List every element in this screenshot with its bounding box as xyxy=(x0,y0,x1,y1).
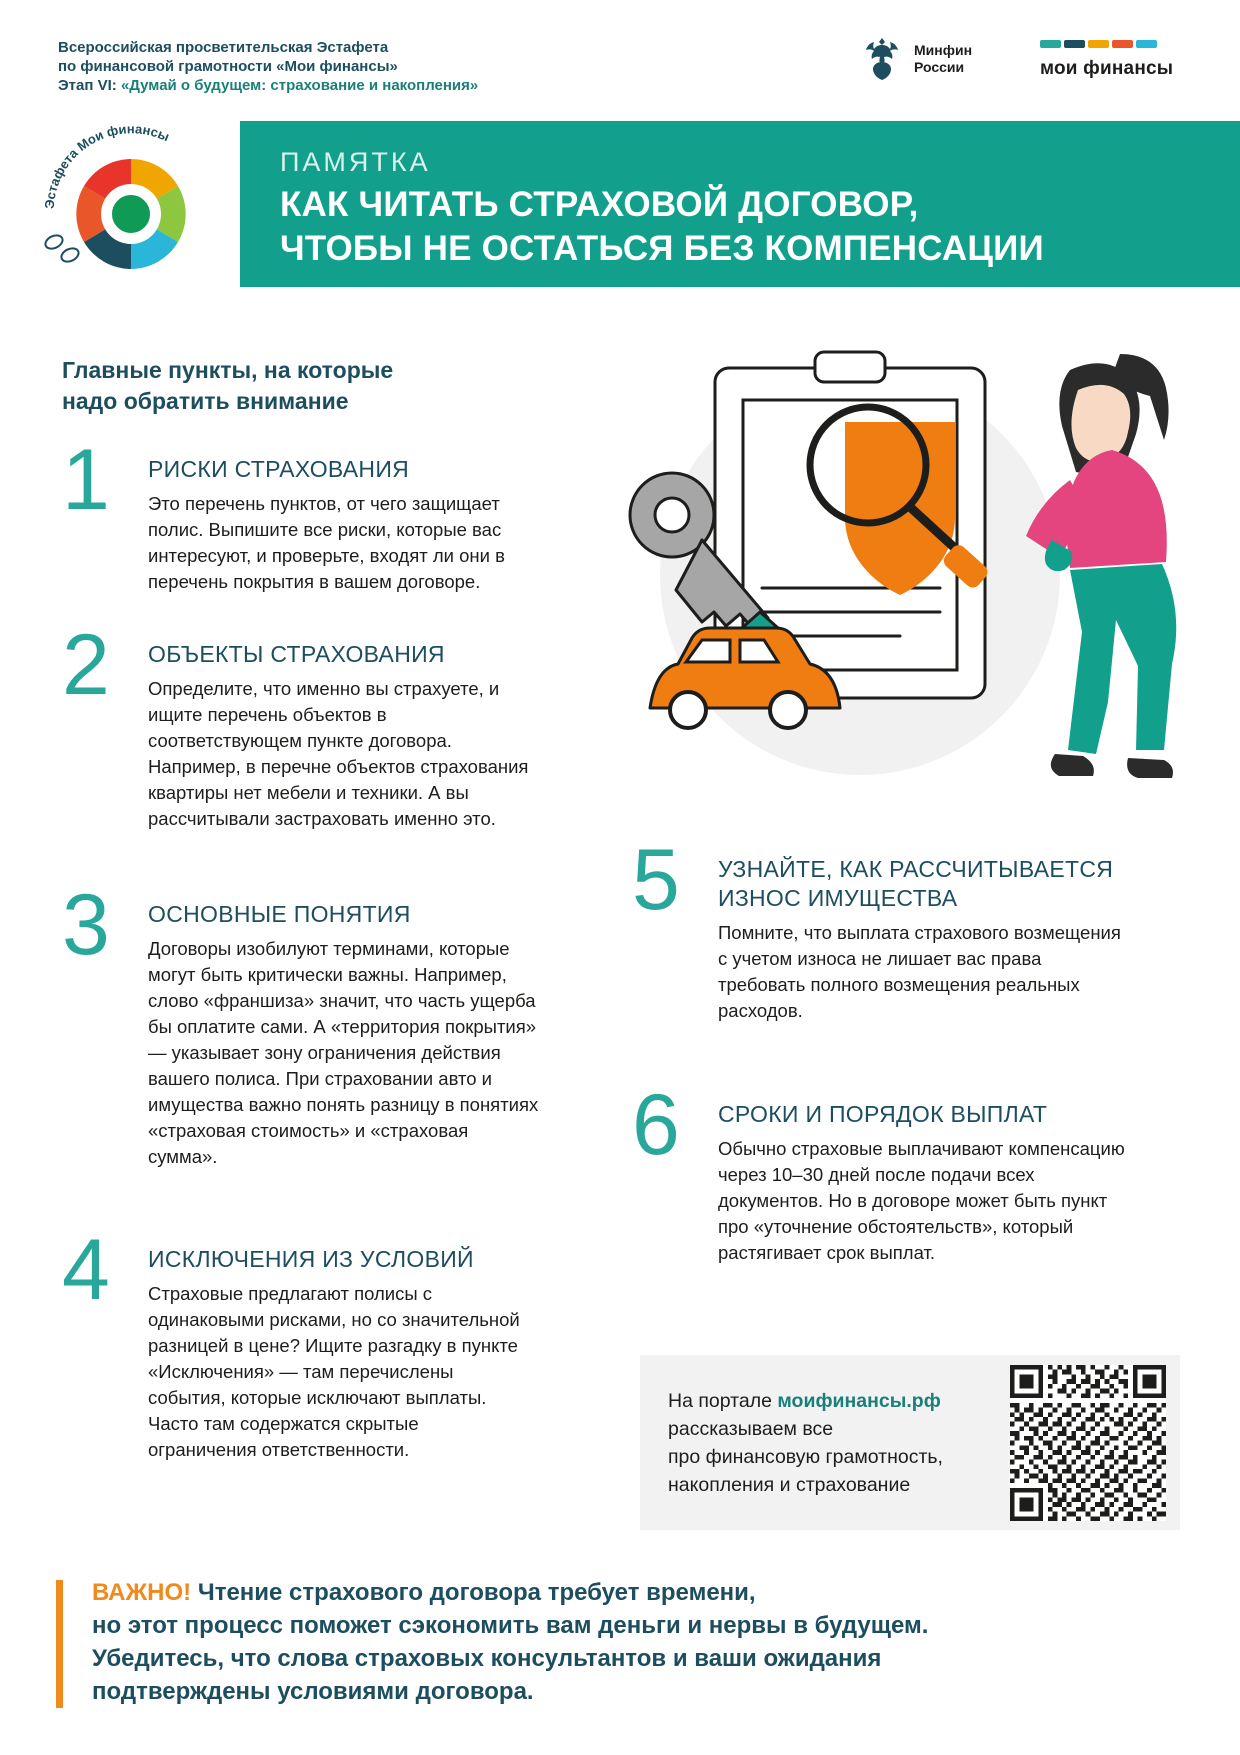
item-body: Договоры изобилуют терминами, которые могут быть критически важны. Например, слово «франшиза» значит, что часть ущерба бы оплатите сами. А «территория покрытия» — указывает зону ограничения действия вашего полиса. При страховании авто и имущества важно понять разницу в понятиях «страховая стоимость» и «страховая сумма». xyxy=(148,938,539,1167)
item-heading: РИСКИ СТРАХОВАНИЯ xyxy=(148,456,410,482)
item-heading: СРОКИ И ПОРЯДОК ВЫПЛАТ xyxy=(718,1101,1048,1127)
item-heading: ИСКЛЮЧЕНИЯ ИЗ УСЛОВИЙ xyxy=(148,1246,474,1272)
estafeta-stage-name: «Думай о будущем: страхование и накопления» xyxy=(120,77,479,94)
footer-line-2: но этот процесс поможет сэкономить вам деньги и нервы в будущем. xyxy=(92,1612,929,1639)
list-item-4 xyxy=(62,1222,532,1463)
estafeta-stage-prefix: Этап VI: xyxy=(58,77,121,94)
estafeta-stage xyxy=(58,76,478,95)
title-kicker: ПАМЯТКА xyxy=(280,147,431,177)
qr-code-icon[interactable] xyxy=(1010,1365,1166,1521)
item-number: 3 xyxy=(62,877,110,973)
item-number: 6 xyxy=(632,1077,680,1173)
portal-line-4: накопления и страхование xyxy=(668,1473,911,1496)
estafeta-title xyxy=(58,38,478,95)
estafeta-line-2: по финансовой грамотности «Мои финансы» xyxy=(58,58,398,75)
minfin-line-1: Минфин xyxy=(914,42,973,58)
item-heading: УЗНАЙТЕ, КАК РАССЧИТЫВАЕТСЯ ИЗНОС ИМУЩЕСТВА xyxy=(718,856,1114,911)
double-eagle-icon xyxy=(862,36,902,82)
page-title-line-2: ЧТОБЫ НЕ ОСТАТЬСЯ БЕЗ КОМПЕНСАЦИИ xyxy=(280,229,1044,268)
svg-text:Эстафета Мои финансы: Эстафета Мои финансы xyxy=(41,122,172,210)
estafeta-line-1: Всероссийская просветительская Эстафета xyxy=(58,39,389,56)
item-number: 1 xyxy=(62,432,110,528)
page-title-line-1: КАК ЧИТАТЬ СТРАХОВОЙ ДОГОВОР, xyxy=(280,185,919,224)
lead-line-1: Главные пункты, на которые xyxy=(62,357,394,383)
item-number: 5 xyxy=(632,832,680,928)
item-number: 2 xyxy=(62,617,110,713)
page-title xyxy=(280,183,1210,271)
footer-important-note xyxy=(56,1576,1186,1708)
moi-finansy-wordmark: мои финансы xyxy=(1040,58,1174,79)
lead-text xyxy=(62,355,542,417)
minfin-logo xyxy=(862,36,972,82)
list-item-6 xyxy=(632,1077,1137,1266)
title-banner xyxy=(240,121,1240,287)
portal-link[interactable]: моифинансы.рф xyxy=(777,1389,941,1412)
footer-line-1 xyxy=(92,1576,1186,1609)
footer-text xyxy=(92,1576,1186,1708)
moi-finansy-logo xyxy=(1040,40,1186,80)
minfin-line-2: России xyxy=(914,59,965,75)
portal-line-2: рассказываем все xyxy=(668,1417,834,1440)
list-item-1 xyxy=(62,432,542,595)
footer-line-3: Убедитесь, что слова страховых консультантов и ваши ожидания xyxy=(92,1645,882,1672)
illustration-insurance-contract xyxy=(600,330,1220,800)
portal-text xyxy=(668,1387,998,1499)
lead-line-2: надо обратить внимание xyxy=(62,388,349,414)
footer-line-4: подтверждены условиями договора. xyxy=(92,1678,534,1705)
item-body: Страховые предлагают полисы с одинаковыми рисками, но со значительной разницей в цене? Ищите разгадку в пункте «Исключения» — там перечислены события, которые исключают выплаты. Часто там содержатся скрытые ограничения ответственности. xyxy=(148,1283,520,1460)
list-item-2 xyxy=(62,617,532,832)
item-body: Обычно страховые выплачивают компенсацию через 10–30 дней после подачи всех документов. Но в договоре может быть пункт про «уточнение обстоятельств», который растягивает срок выплат. xyxy=(718,1138,1125,1263)
item-number: 4 xyxy=(62,1222,110,1318)
item-heading: ОСНОВНЫЕ ПОНЯТИЯ xyxy=(148,901,411,927)
portal-line-1 xyxy=(668,1387,998,1415)
top-header xyxy=(0,34,1240,106)
list-item-3 xyxy=(62,877,542,1170)
list-item-5 xyxy=(632,832,1132,1024)
item-heading: ОБЪЕКТЫ СТРАХОВАНИЯ xyxy=(148,641,445,667)
footer-important-word: ВАЖНО! xyxy=(92,1579,192,1606)
portal-line-1-prefix: На портале xyxy=(668,1389,778,1412)
accent-bar xyxy=(56,1580,63,1708)
item-body: Помните, что выплата страхового возмещения с учетом износа не лишает вас права требовать полного возмещения реальных расходов. xyxy=(718,922,1121,1021)
item-body: Определите, что именно вы страхуете, и ищите перечень объектов в соответствующем пункте договора. Например, в перечне объектов страхования квартиры нет мебели и техники. А вы рассчитывали застраховать именно это. xyxy=(148,678,529,829)
item-body: Это перечень пунктов, от чего защищает полис. Выпишите все риски, которые вас интересуют, и проверьте, входят ли они в перечень покрытия в вашем договоре. xyxy=(148,493,505,592)
moi-finansy-colorbars xyxy=(1040,40,1186,49)
minfin-label xyxy=(914,42,972,76)
portal-line-3: про финансовую грамотность, xyxy=(668,1445,943,1468)
footer-line-1-rest: Чтение страхового договора требует времени, xyxy=(191,1579,756,1606)
portal-qr-block xyxy=(640,1355,1180,1530)
estafeta-round-logo xyxy=(36,122,226,292)
